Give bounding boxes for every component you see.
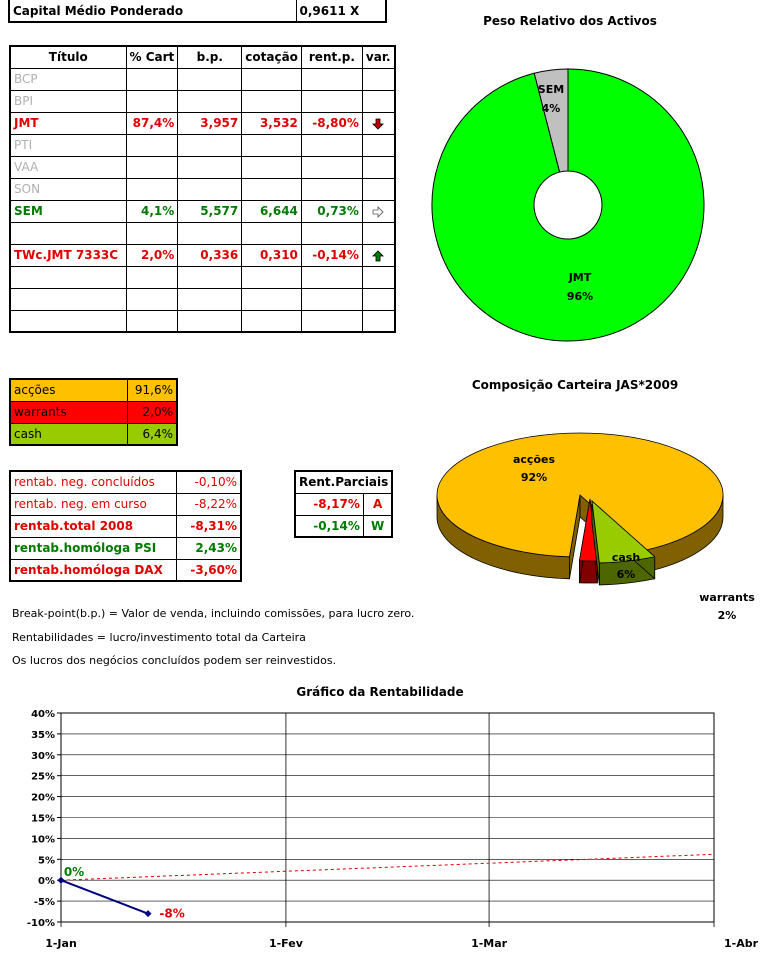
doughnut-label-jmt: JMT (568, 271, 592, 284)
column-header: b.p. (178, 46, 242, 68)
table-cell (126, 288, 178, 310)
table-cell (301, 288, 362, 310)
table-row (10, 222, 395, 244)
column-header: cotação (242, 46, 302, 68)
table-cell (126, 68, 178, 90)
rentability-row (10, 559, 241, 581)
rentability-row (10, 493, 241, 515)
table-cell: -8,80% (301, 112, 362, 134)
composition-row (10, 401, 177, 423)
table-cell (178, 178, 242, 200)
table-cell (242, 222, 302, 244)
pie-pct-accoes: 92% (520, 471, 548, 484)
column-header: Título (10, 46, 126, 68)
table-cell (242, 90, 302, 112)
composition-pie-chart (430, 420, 760, 630)
composition-table (9, 378, 178, 446)
table-cell: 5,577 (178, 200, 242, 222)
table-row (10, 200, 395, 222)
x-tick-label: 1-Abr (723, 937, 758, 950)
column-header: % Cart (126, 46, 178, 68)
security-name: BPI (10, 90, 126, 112)
table-cell: 0,336 (178, 244, 242, 266)
table-cell (126, 156, 178, 178)
variation-cell (362, 68, 394, 90)
variation-cell (362, 178, 394, 200)
partial-return-code: A (363, 493, 392, 515)
data-label-end: -8% (159, 906, 185, 921)
table-cell: 0,73% (301, 200, 362, 222)
table-header-row (10, 46, 395, 68)
table-cell (301, 90, 362, 112)
variation-cell (362, 134, 394, 156)
security-name: TWc.JMT 7333C (10, 244, 126, 266)
capital-label: Capital Médio Ponderado (13, 3, 184, 18)
table-cell (178, 310, 242, 332)
partial-returns-title: Rent.Parciais (295, 471, 392, 493)
rentability-value: -0,10% (176, 471, 241, 493)
y-tick-label: 25% (31, 771, 55, 783)
composition-label: acções (10, 379, 127, 401)
table-row (10, 288, 395, 310)
table-cell (178, 90, 242, 112)
note-lucros: Os lucros dos negócios concluídos podem ser reinvestidos. (12, 654, 337, 667)
table-cell (301, 134, 362, 156)
line-chart (0, 700, 762, 969)
rentability-label: rentab.total 2008 (10, 515, 176, 537)
table-cell (242, 134, 302, 156)
table-cell (126, 178, 178, 200)
composition-value: 91,6% (127, 379, 177, 401)
rentability-row (10, 537, 241, 559)
table-cell: 87,4% (126, 112, 178, 134)
table-cell (126, 222, 178, 244)
variation-cell (362, 266, 394, 288)
composition-chart-title: Composição Carteira JAS*2009 (471, 378, 679, 392)
rentability-row (10, 515, 241, 537)
table-cell (242, 156, 302, 178)
table-cell (242, 288, 302, 310)
table-cell (178, 156, 242, 178)
pie-label-warrants: warrants (699, 591, 755, 604)
table-row (10, 156, 395, 178)
partial-return-value: -0,14% (295, 515, 363, 537)
doughnut-pct-jmt: 96% (566, 290, 594, 303)
table-cell (242, 310, 302, 332)
y-tick-label: 20% (31, 792, 55, 804)
security-name: SON (10, 178, 126, 200)
rentability-label: rentab. neg. concluídos (10, 471, 176, 493)
composition-label: warrants (10, 401, 127, 423)
security-name (10, 288, 126, 310)
y-tick-label: 5% (38, 855, 55, 867)
table-cell (126, 90, 178, 112)
y-tick-label: 15% (31, 813, 55, 825)
rentability-table (9, 470, 242, 582)
doughnut-label-sem: SEM (537, 83, 565, 96)
table-cell: 4,1% (126, 200, 178, 222)
column-header: var. (362, 46, 394, 68)
pie-label-accoes: acções (512, 453, 556, 466)
table-row (10, 310, 395, 332)
pie-label-cash: cash (611, 551, 641, 564)
table-cell (126, 266, 178, 288)
table-cell (301, 266, 362, 288)
security-name: PTI (10, 134, 126, 156)
table-cell (301, 156, 362, 178)
variation-cell (362, 90, 394, 112)
table-cell: 2,0% (126, 244, 178, 266)
y-tick-label: -5% (33, 897, 55, 909)
x-tick-label: 1-Fev (268, 937, 303, 950)
rentability-value: -8,22% (176, 493, 241, 515)
variation-cell (362, 310, 394, 332)
partial-return-code: W (363, 515, 392, 537)
variation-cell (362, 112, 394, 134)
pie-pct-warrants: 2% (717, 609, 737, 622)
security-name (10, 222, 126, 244)
table-cell (178, 68, 242, 90)
doughnut-chart-title: Peso Relativo dos Activos (483, 14, 657, 28)
table-cell: 0,310 (242, 244, 302, 266)
table-row (10, 68, 395, 90)
security-name: VAA (10, 156, 126, 178)
composition-label: cash (10, 423, 127, 445)
y-tick-label: 35% (31, 729, 55, 741)
x-tick-label: 1-Jan (45, 937, 77, 950)
table-cell: -0,14% (301, 244, 362, 266)
table-cell (178, 288, 242, 310)
rentability-label: rentab. neg. em curso (10, 493, 176, 515)
rentability-label: rentab.homóloga PSI (10, 537, 176, 559)
table-cell (301, 68, 362, 90)
security-name (10, 310, 126, 332)
composition-value: 6,4% (127, 423, 177, 445)
table-cell (242, 68, 302, 90)
rentability-label: rentab.homóloga DAX (10, 559, 176, 581)
note-breakpoint: Break-point(b.p.) = Valor de venda, incluindo comissões, para lucro zero. (12, 607, 415, 620)
table-cell: 3,532 (242, 112, 302, 134)
table-cell (301, 310, 362, 332)
table-cell (301, 178, 362, 200)
line-chart-title: Gráfico da Rentabilidade (296, 685, 464, 699)
y-tick-label: 40% (31, 709, 55, 720)
capital-value: 0,9611 X (296, 0, 386, 22)
y-tick-label: -10% (26, 918, 55, 929)
table-row (10, 112, 395, 134)
security-name (10, 266, 126, 288)
table-cell (126, 134, 178, 156)
table-cell (178, 266, 242, 288)
column-header: rent.p. (301, 46, 362, 68)
rentability-value: 2,43% (176, 537, 241, 559)
table-row (10, 134, 395, 156)
data-label-start: 0% (63, 865, 85, 880)
x-tick-label: 1-Mar (471, 937, 508, 950)
table-cell (242, 266, 302, 288)
variation-cell (362, 288, 394, 310)
arrow-up-icon (372, 250, 384, 262)
composition-row (10, 379, 177, 401)
doughnut-chart (430, 65, 710, 350)
table-cell (178, 134, 242, 156)
capital-table (8, 0, 387, 23)
variation-cell (362, 222, 394, 244)
security-name: SEM (10, 200, 126, 222)
y-tick-label: 0% (38, 876, 55, 888)
partial-returns-row (295, 515, 392, 537)
security-name: JMT (10, 112, 126, 134)
table-cell: 3,957 (178, 112, 242, 134)
rentability-row (10, 471, 241, 493)
table-cell (126, 310, 178, 332)
securities-table (9, 45, 396, 333)
doughnut-pct-sem: 4% (541, 102, 561, 115)
rentability-value: -3,60% (176, 559, 241, 581)
table-cell: 6,644 (242, 200, 302, 222)
rentability-value: -8,31% (176, 515, 241, 537)
variation-cell (362, 244, 394, 266)
composition-row (10, 423, 177, 445)
arrow-down-icon (372, 118, 384, 130)
partial-returns-row (295, 493, 392, 515)
table-row (10, 178, 395, 200)
partial-return-value: -8,17% (295, 493, 363, 515)
security-name: BCP (10, 68, 126, 90)
table-row (10, 266, 395, 288)
table-cell (242, 178, 302, 200)
pie-pct-cash: 6% (616, 568, 636, 581)
variation-cell (362, 200, 394, 222)
y-tick-label: 10% (31, 834, 55, 846)
y-tick-label: 30% (31, 750, 55, 762)
variation-cell (362, 156, 394, 178)
table-cell (301, 222, 362, 244)
table-row (10, 244, 395, 266)
arrow-right-icon (372, 206, 384, 218)
composition-value: 2,0% (127, 401, 177, 423)
note-rentabilidade: Rentabilidades = lucro/investimento total da Carteira (12, 631, 306, 644)
table-cell (178, 222, 242, 244)
partial-returns-table (294, 470, 393, 538)
table-row (10, 90, 395, 112)
